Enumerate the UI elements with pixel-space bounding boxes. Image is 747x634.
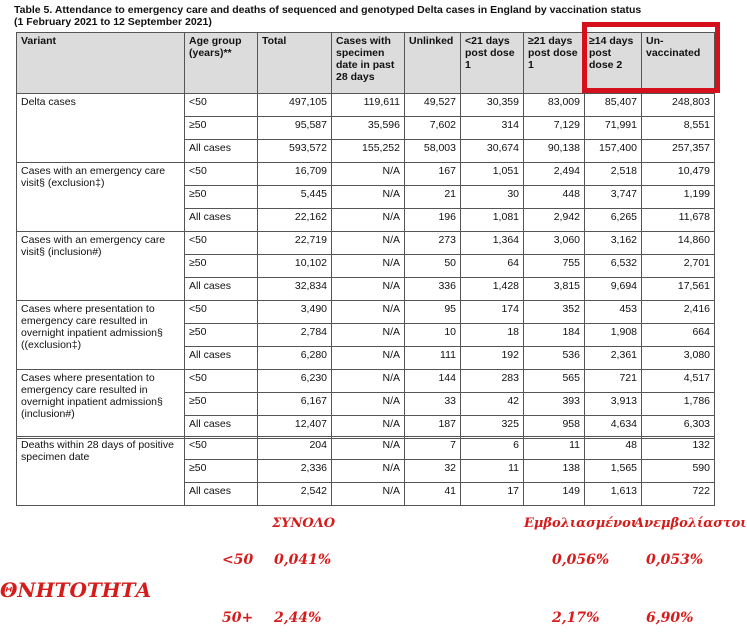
age-group-cell: <50 bbox=[185, 94, 258, 117]
deaths-table bbox=[16, 436, 715, 506]
value-cell: 149 bbox=[524, 483, 585, 506]
value-cell: 2,542 bbox=[258, 483, 332, 506]
value-cell: 95,587 bbox=[258, 117, 332, 140]
value-cell: 3,747 bbox=[585, 186, 642, 209]
value-cell: 17 bbox=[461, 483, 524, 506]
value-cell: 6,280 bbox=[258, 347, 332, 370]
value-cell: 248,803 bbox=[642, 94, 715, 117]
value-cell: 11,678 bbox=[642, 209, 715, 232]
value-cell: 184 bbox=[524, 324, 585, 347]
value-cell: 32 bbox=[405, 460, 461, 483]
value-cell: 22,162 bbox=[258, 209, 332, 232]
value-cell: 187 bbox=[405, 416, 461, 439]
age-group-cell: All cases bbox=[185, 416, 258, 439]
value-cell: 393 bbox=[524, 393, 585, 416]
header-cell: Unlinked bbox=[405, 33, 461, 94]
value-cell: 10,102 bbox=[258, 255, 332, 278]
highlight-box bbox=[582, 22, 720, 93]
value-cell: 3,162 bbox=[585, 232, 642, 255]
value-cell: 192 bbox=[461, 347, 524, 370]
label-total: ΣΥΝΟΛΟ bbox=[272, 516, 336, 531]
age-group-cell: ≥50 bbox=[185, 186, 258, 209]
value-cell: 2,784 bbox=[258, 324, 332, 347]
table-row bbox=[17, 94, 715, 117]
attendance-table bbox=[16, 32, 715, 439]
row-group-label: Deaths within 28 days of positive specimen date bbox=[17, 437, 185, 506]
header-cell: Total bbox=[258, 33, 332, 94]
value-cell: 14,860 bbox=[642, 232, 715, 255]
value-cell: 21 bbox=[405, 186, 461, 209]
value-cell: 3,913 bbox=[585, 393, 642, 416]
value-cell: 95 bbox=[405, 301, 461, 324]
value-cell: N/A bbox=[332, 301, 405, 324]
row-group-label: Cases where presentation to emergency care resulted in overnight inpatient admission§ ((exclusion‡) bbox=[17, 301, 185, 370]
value-cell: 64 bbox=[461, 255, 524, 278]
value-cell: 16,709 bbox=[258, 163, 332, 186]
value-cell: N/A bbox=[332, 163, 405, 186]
value-cell: 565 bbox=[524, 370, 585, 393]
value-cell: 1,428 bbox=[461, 278, 524, 301]
value-cell: 138 bbox=[524, 460, 585, 483]
value-cell: 1,199 bbox=[642, 186, 715, 209]
value-cell: 9,694 bbox=[585, 278, 642, 301]
value-cell: 41 bbox=[405, 483, 461, 506]
deaths-body bbox=[17, 437, 715, 506]
age-group-cell: All cases bbox=[185, 278, 258, 301]
value-cell: 536 bbox=[524, 347, 585, 370]
row-group-label: Cases with an emergency care visit§ (exclusion‡) bbox=[17, 163, 185, 232]
value-cell: 2,942 bbox=[524, 209, 585, 232]
table-row bbox=[17, 370, 715, 393]
value-cell: 1,613 bbox=[585, 483, 642, 506]
value-cell: 1,786 bbox=[642, 393, 715, 416]
value-cell: 167 bbox=[405, 163, 461, 186]
table-title bbox=[14, 4, 641, 28]
value-cell: 2,361 bbox=[585, 347, 642, 370]
table-body bbox=[17, 94, 715, 439]
value-cell: 6,265 bbox=[585, 209, 642, 232]
value-cell: 85,407 bbox=[585, 94, 642, 117]
age-group-cell: All cases bbox=[185, 209, 258, 232]
row-unvaccinated: 6,90% bbox=[646, 610, 694, 626]
value-cell: N/A bbox=[332, 460, 405, 483]
value-cell: 325 bbox=[461, 416, 524, 439]
value-cell: 3,060 bbox=[524, 232, 585, 255]
value-cell: 3,490 bbox=[258, 301, 332, 324]
value-cell: 314 bbox=[461, 117, 524, 140]
header-cell: <21 days post dose 1 bbox=[461, 33, 524, 94]
value-cell: 593,572 bbox=[258, 140, 332, 163]
value-cell: 5,445 bbox=[258, 186, 332, 209]
value-cell: 10 bbox=[405, 324, 461, 347]
row-unvaccinated: 0,053% bbox=[646, 552, 704, 568]
value-cell: N/A bbox=[332, 416, 405, 439]
age-group-cell: <50 bbox=[185, 370, 258, 393]
value-cell: 664 bbox=[642, 324, 715, 347]
value-cell: 721 bbox=[585, 370, 642, 393]
value-cell: 8,551 bbox=[642, 117, 715, 140]
value-cell: 6,230 bbox=[258, 370, 332, 393]
header-cell: ≥14 days post dose 2 bbox=[585, 33, 642, 94]
value-cell: 33 bbox=[405, 393, 461, 416]
value-cell: 119,611 bbox=[332, 94, 405, 117]
header-cell: ≥21 days post dose 1 bbox=[524, 33, 585, 94]
age-group-cell: All cases bbox=[185, 483, 258, 506]
header-cell: Un-vaccinated bbox=[642, 33, 715, 94]
value-cell: 336 bbox=[405, 278, 461, 301]
title-line-1: Table 5. Attendance to emergency care and deaths of sequenced and genotyped Delta cases in England by vaccination status bbox=[14, 4, 642, 16]
value-cell: 2,494 bbox=[524, 163, 585, 186]
value-cell: 58,003 bbox=[405, 140, 461, 163]
value-cell: 83,009 bbox=[524, 94, 585, 117]
value-cell: N/A bbox=[332, 232, 405, 255]
value-cell: 590 bbox=[642, 460, 715, 483]
value-cell: 7 bbox=[405, 437, 461, 460]
age-group-cell: ≥50 bbox=[185, 324, 258, 347]
row-group-label: Cases with an emergency care visit§ (inclusion#) bbox=[17, 232, 185, 301]
value-cell: 12,407 bbox=[258, 416, 332, 439]
value-cell: 30,674 bbox=[461, 140, 524, 163]
value-cell: 2,518 bbox=[585, 163, 642, 186]
value-cell: 7,602 bbox=[405, 117, 461, 140]
age-group-cell: <50 bbox=[185, 437, 258, 460]
value-cell: 3,080 bbox=[642, 347, 715, 370]
age-group-cell: <50 bbox=[185, 301, 258, 324]
table-row bbox=[17, 301, 715, 324]
row-vaccinated: 2,17% bbox=[552, 610, 600, 626]
value-cell: 50 bbox=[405, 255, 461, 278]
value-cell: 35,596 bbox=[332, 117, 405, 140]
value-cell: N/A bbox=[332, 483, 405, 506]
value-cell: 6,532 bbox=[585, 255, 642, 278]
table-row bbox=[17, 232, 715, 255]
value-cell: 448 bbox=[524, 186, 585, 209]
value-cell: 204 bbox=[258, 437, 332, 460]
value-cell: 257,357 bbox=[642, 140, 715, 163]
header-cell: Age group (years)** bbox=[185, 33, 258, 94]
value-cell: 30,359 bbox=[461, 94, 524, 117]
value-cell: N/A bbox=[332, 255, 405, 278]
value-cell: 4,634 bbox=[585, 416, 642, 439]
value-cell: N/A bbox=[332, 370, 405, 393]
value-cell: 174 bbox=[461, 301, 524, 324]
value-cell: 157,400 bbox=[585, 140, 642, 163]
value-cell: 10,479 bbox=[642, 163, 715, 186]
value-cell: 32,834 bbox=[258, 278, 332, 301]
value-cell: N/A bbox=[332, 393, 405, 416]
row-total: 0,041% bbox=[274, 552, 332, 568]
age-group-cell: ≥50 bbox=[185, 393, 258, 416]
label-unvaccinated: Ανεμβολίαστοι bbox=[634, 516, 747, 531]
value-cell: 22,719 bbox=[258, 232, 332, 255]
value-cell: 11 bbox=[461, 460, 524, 483]
row-group-label: Cases where presentation to emergency care resulted in overnight inpatient admission§ (inclusion#) bbox=[17, 370, 185, 439]
header-cell: Variant bbox=[17, 33, 185, 94]
value-cell: 49,527 bbox=[405, 94, 461, 117]
value-cell: 196 bbox=[405, 209, 461, 232]
value-cell: 155,252 bbox=[332, 140, 405, 163]
table-row bbox=[17, 163, 715, 186]
row-age: 50+ bbox=[222, 610, 254, 626]
value-cell: 2,336 bbox=[258, 460, 332, 483]
age-group-cell: <50 bbox=[185, 163, 258, 186]
value-cell: 30 bbox=[461, 186, 524, 209]
value-cell: 273 bbox=[405, 232, 461, 255]
row-group-label: Delta cases bbox=[17, 94, 185, 163]
age-group-cell: <50 bbox=[185, 232, 258, 255]
value-cell: 1,051 bbox=[461, 163, 524, 186]
value-cell: 4,517 bbox=[642, 370, 715, 393]
age-group-cell: ≥50 bbox=[185, 460, 258, 483]
value-cell: 352 bbox=[524, 301, 585, 324]
value-cell: 17,561 bbox=[642, 278, 715, 301]
value-cell: 7,129 bbox=[524, 117, 585, 140]
value-cell: 144 bbox=[405, 370, 461, 393]
value-cell: 283 bbox=[461, 370, 524, 393]
value-cell: 453 bbox=[585, 301, 642, 324]
value-cell: 1,364 bbox=[461, 232, 524, 255]
age-group-cell: ≥50 bbox=[185, 255, 258, 278]
value-cell: N/A bbox=[332, 437, 405, 460]
value-cell: 11 bbox=[524, 437, 585, 460]
value-cell: 71,991 bbox=[585, 117, 642, 140]
value-cell: 90,138 bbox=[524, 140, 585, 163]
value-cell: 958 bbox=[524, 416, 585, 439]
label-vaccinated: Εμβολιασμένοι bbox=[524, 516, 638, 531]
value-cell: 6,303 bbox=[642, 416, 715, 439]
value-cell: 6,167 bbox=[258, 393, 332, 416]
header-cell: Cases with specimen date in past 28 days bbox=[332, 33, 405, 94]
value-cell: 1,908 bbox=[585, 324, 642, 347]
value-cell: 722 bbox=[642, 483, 715, 506]
row-vaccinated: 0,056% bbox=[552, 552, 610, 568]
value-cell: 48 bbox=[585, 437, 642, 460]
value-cell: 6 bbox=[461, 437, 524, 460]
value-cell: 3,815 bbox=[524, 278, 585, 301]
row-age: <50 bbox=[222, 552, 254, 568]
value-cell: N/A bbox=[332, 324, 405, 347]
age-group-cell: All cases bbox=[185, 347, 258, 370]
value-cell: N/A bbox=[332, 209, 405, 232]
value-cell: 2,416 bbox=[642, 301, 715, 324]
value-cell: 755 bbox=[524, 255, 585, 278]
value-cell: 18 bbox=[461, 324, 524, 347]
value-cell: N/A bbox=[332, 278, 405, 301]
value-cell: 1,565 bbox=[585, 460, 642, 483]
value-cell: N/A bbox=[332, 347, 405, 370]
value-cell: 132 bbox=[642, 437, 715, 460]
value-cell: N/A bbox=[332, 186, 405, 209]
title-line-2: (1 February 2021 to 12 September 2021) bbox=[14, 16, 212, 28]
age-group-cell: All cases bbox=[185, 140, 258, 163]
value-cell: 1,081 bbox=[461, 209, 524, 232]
value-cell: 42 bbox=[461, 393, 524, 416]
age-group-cell: ≥50 bbox=[185, 117, 258, 140]
row-total: 2,44% bbox=[274, 610, 322, 626]
value-cell: 111 bbox=[405, 347, 461, 370]
value-cell: 497,105 bbox=[258, 94, 332, 117]
table-row bbox=[17, 437, 715, 460]
value-cell: 2,701 bbox=[642, 255, 715, 278]
mortality-label: ΘΝΗΤΟΤΗΤΑ bbox=[0, 578, 152, 602]
